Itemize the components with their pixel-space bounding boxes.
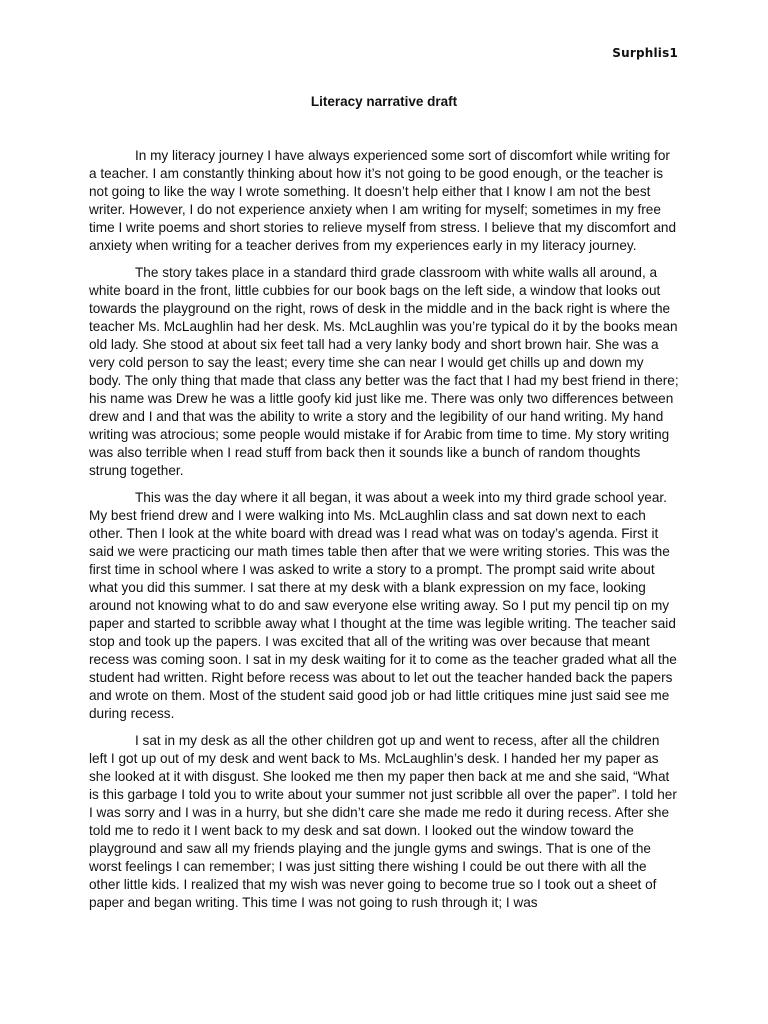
document-title: Literacy narrative draft [310,94,458,109]
paragraph-2: The story takes place in a standard third grade classroom with white walls all around, a white board in the front, little cubbies for our book bags on the left side, a window that looks out towards the playground on the right, rows of desk in the middle and in the back right is where the teacher Ms. McLaughlin had her desk. Ms. McLaughlin was you’re typical do it by the books mean old lady. She stood at about six feet tall had a very lanky body and short brown hair. She was a very cold person to say the least; every time she can near I would get chills up and down my body. The only thing that made that class any better was the fact that I had my best friend in there; his name was Drew he was a little goofy kid just like me. There was only two differences between drew and I and that was the ability to write a story and the legibility of our hand writing. My hand writing was atrocious; some people would mistake if for Arabic from time to time. My story writing was also terrible when I read stuff from back then it sounds like a bunch of random thoughts strung together. [89,265,679,478]
paragraph-4: I sat in my desk as all the other children got up and went to recess, after all the children left I got up out of my desk and went back to Ms. McLaughlin’s desk. I handed her my paper as she looked at it with disgust. She looked me then my paper then back at me and she said, “What is this garbage I told you to write about your summer not just scribble all over the paper”. I told her I was sorry and I was in a hurry, but she didn’t care she made me redo it during recess. After she told me to redo it I went back to my desk and sat down. I looked out the window toward the playground and saw all my friends playing and the jungle gyms and swings. That is one of the worst feelings I can remember; I was just sitting there wishing I could be out there with all the other little kids. I realized that my wish was never going to become true so I took out a sheet of paper and began writing. This time I was not going to rush through it; I was [89,733,677,910]
document-body [89,147,679,921]
paragraph-3: This was the day where it all began, it was about a week into my third grade school year. My best friend drew and I were walking into Ms. McLaughlin class and sat down next to each other. Then I look at the white board with dread was I read what was on today’s agenda. First it said we were practicing our math times table then after that we were writing stories. This was the first time in school where I was asked to write a story to a prompt. The prompt said write about what you did this summer. I sat there at my desk with a blank expression on my face, looking around not knowing what to do and saw everyone else writing away. So I put my pencil tip on my paper and started to scribble away what I thought at the time was legible writing. The teacher said stop and took up the papers. I was excited that all of the writing was over because that meant recess was coming soon. I sat in my desk waiting for it to come as the teacher graded what all the student had written. Right before recess was about to let out the teacher handed back the papers and wrote on them. Most of the student said good job or had little critiques mine just said see me during recess. [89,490,677,721]
page-header-name: Surphlis1 [612,46,678,60]
paragraph-1: In my literacy journey I have always experienced some sort of discomfort while writing for a teacher. I am constantly thinking about how it’s not going to be good enough, or the teacher is not going to like the way I wrote something. It doesn’t help either that I know I am not the best writer. However, I do not experience anxiety when I am writing for myself; sometimes in my free time I write poems and short stories to relieve myself from stress. I believe that my discomfort and anxiety when writing for a teacher derives from my experiences early in my literacy journey. [89,148,677,253]
